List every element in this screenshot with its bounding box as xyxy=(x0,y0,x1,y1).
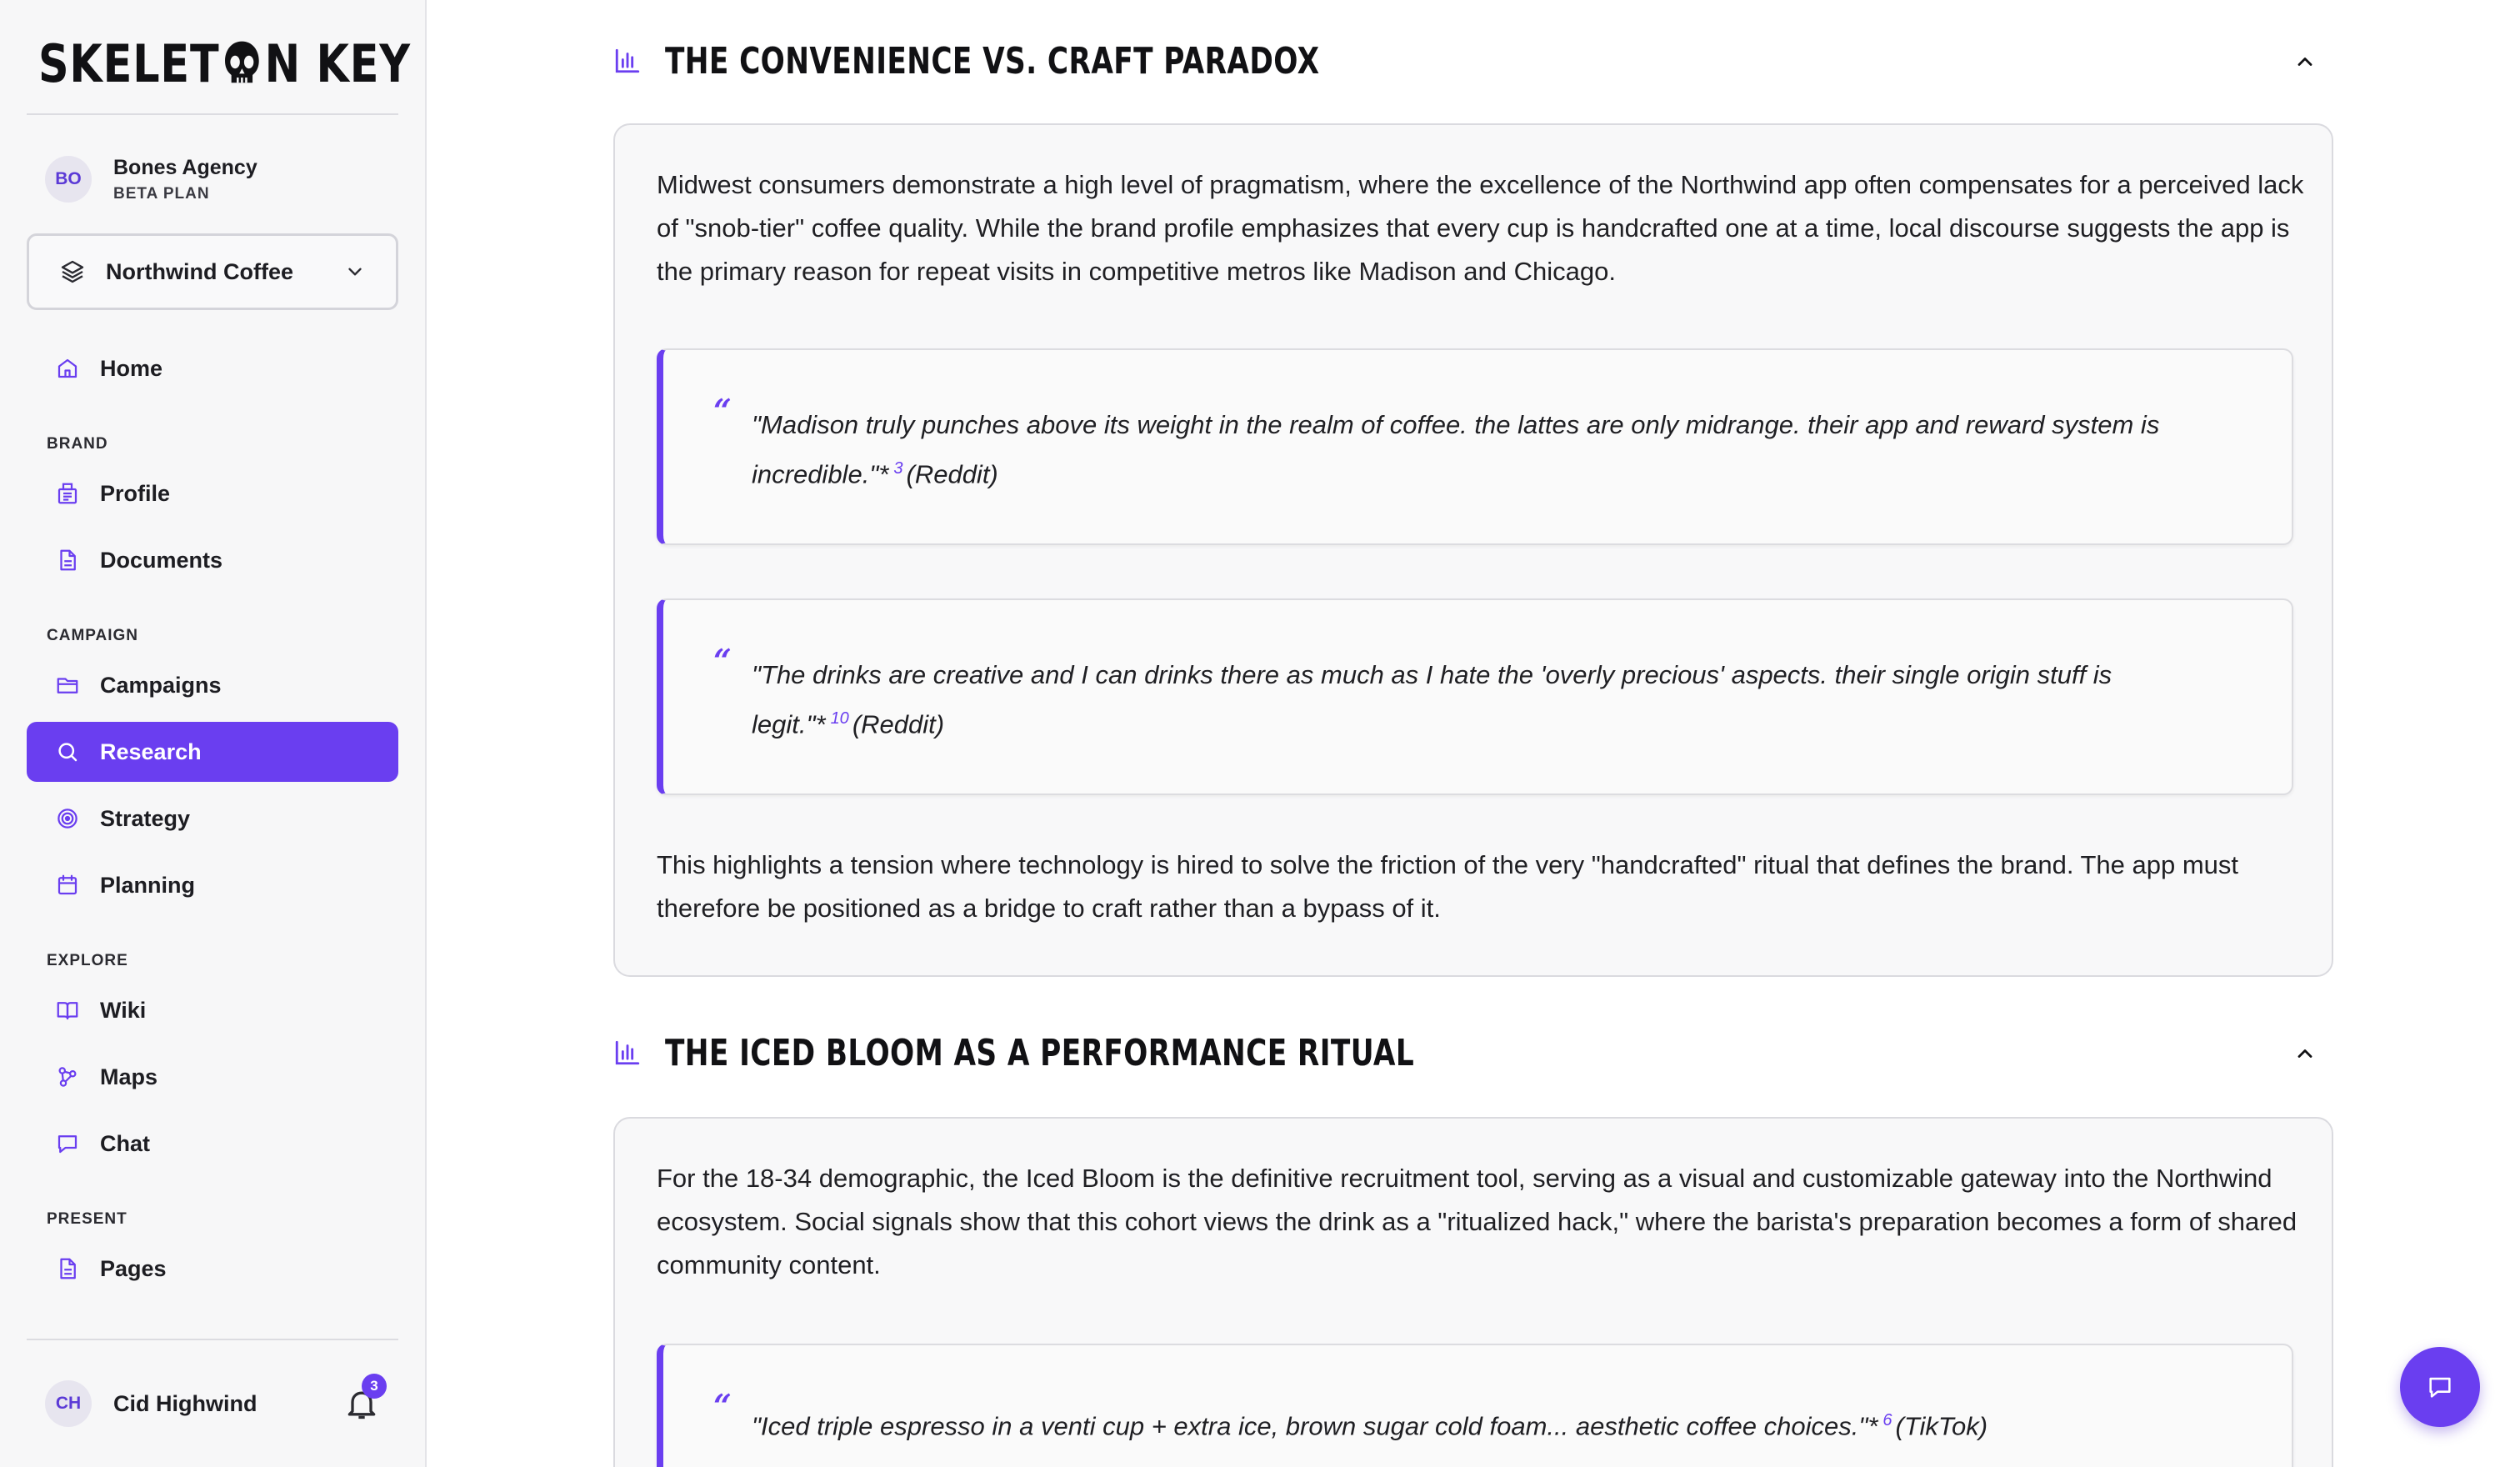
target-icon xyxy=(55,806,80,831)
nav-item-campaigns[interactable] xyxy=(27,655,398,715)
citation-link[interactable]: 10 xyxy=(830,709,849,728)
quote-block xyxy=(657,1344,2293,1467)
nav-label: Chat xyxy=(100,1130,150,1156)
brand-selector[interactable] xyxy=(27,233,398,310)
nav-item-documents[interactable] xyxy=(27,530,398,590)
nav-label: Pages xyxy=(100,1255,167,1281)
nav-item-home[interactable] xyxy=(27,338,398,398)
nav-item-wiki[interactable] xyxy=(27,980,398,1040)
page-icon xyxy=(55,1256,80,1281)
nav-label: Strategy xyxy=(100,805,191,831)
home-icon xyxy=(55,356,80,381)
skull-icon xyxy=(221,38,263,89)
chevron-up-icon[interactable] xyxy=(2293,1042,2317,1065)
user-avatar: CH xyxy=(45,1380,92,1427)
nav-item-profile[interactable] xyxy=(27,463,398,523)
account-switcher[interactable] xyxy=(45,152,258,207)
nav-label: Planning xyxy=(100,872,195,898)
chat-icon xyxy=(2426,1373,2454,1401)
quote-text: "Madison truly punches above its weight in the realm of coffee. the lattes are only midrange. their app and reward system is incredible."* $^3$ (Reddit) xyxy=(752,410,2160,489)
nav-label: Wiki xyxy=(100,997,147,1023)
nav-label: Documents xyxy=(100,547,223,573)
quote-text: "The drinks are creative and I can drinks there as much as I hate the 'overly precious' aspects. their single origin stuff is legit."* $^{10}$ (Reddit) xyxy=(752,660,2112,739)
account-avatar: BO xyxy=(45,156,92,203)
nav-label: Maps xyxy=(100,1064,158,1089)
section-label-present: PRESENT xyxy=(47,1210,128,1228)
nav-label: Profile xyxy=(100,480,171,506)
network-icon xyxy=(55,1064,80,1089)
quote-mark-icon: “ xyxy=(713,392,732,429)
section-intro: For the 18-34 demographic, the Iced Bloom is the definitive recruitment tool, serving as a visual and customizable gateway into the Northwind ecosystem. Social signals show that this cohort views the drink as a "ritualized hack," where the barista's preparation becomes a form of shared community content. xyxy=(657,1164,2298,1279)
section-card xyxy=(613,123,2333,977)
notification-badge: 3 xyxy=(362,1374,387,1399)
nav-item-strategy[interactable] xyxy=(27,789,398,849)
chevron-down-icon xyxy=(344,261,366,283)
app-logo[interactable]: SKELET N KEY xyxy=(38,33,411,94)
chat-icon xyxy=(55,1131,80,1156)
quote-block xyxy=(657,348,2293,545)
citation-link[interactable]: 6 xyxy=(1882,1411,1892,1429)
quote-mark-icon: “ xyxy=(713,642,732,679)
brand-selector-value: Northwind Coffee xyxy=(106,258,293,284)
section-outro: This highlights a tension where technology is hired to solve the friction of the very "handcrafted" ritual that defines the brand. The app must therefore be positioned as a bridge to craft rather than a bypass of it. xyxy=(657,850,2239,923)
section-label-brand: BRAND xyxy=(47,435,108,453)
bar-chart-icon xyxy=(613,1039,642,1067)
nav-item-maps[interactable] xyxy=(27,1047,398,1107)
quote-text: "Iced triple espresso in a venti cup + extra ice, brown sugar cold foam... aesthetic coffee choices."* $^6$ (TikTok) xyxy=(752,1411,1988,1441)
folder-icon xyxy=(55,673,80,698)
chevron-up-icon[interactable] xyxy=(2293,50,2317,73)
document-icon xyxy=(55,548,80,573)
section-header[interactable] xyxy=(613,1024,2333,1082)
bar-chart-icon xyxy=(613,47,642,75)
nav-item-pages[interactable] xyxy=(27,1239,398,1299)
calendar-icon xyxy=(55,873,80,898)
section-title: THE CONVENIENCE VS. CRAFT PARADOX xyxy=(665,39,1320,83)
quote-block xyxy=(657,598,2293,795)
divider xyxy=(27,1339,398,1340)
profile-icon xyxy=(55,481,80,506)
section-label-explore: EXPLORE xyxy=(47,952,128,969)
sidebar xyxy=(0,0,427,1467)
citation-link[interactable]: 3 xyxy=(893,459,903,478)
layers-icon xyxy=(59,258,86,285)
nav-item-planning[interactable] xyxy=(27,855,398,915)
user-menu[interactable] xyxy=(45,1379,257,1429)
search-icon xyxy=(55,739,80,764)
book-icon xyxy=(55,998,80,1023)
section-header[interactable] xyxy=(613,32,2333,90)
section-intro: Midwest consumers demonstrate a high level of pragmatism, where the excellence of the Northwind app often compensates for a perceived lack of "snob-tier" coffee quality. While the brand profile emphasizes that every cup is handcrafted one at a time, local discourse suggests the app is the primary reason for repeat visits in competitive metros like Madison and Chicago. xyxy=(657,170,2304,286)
section-card xyxy=(613,1117,2333,1467)
nav-label: Research xyxy=(100,739,202,764)
nav-label: Campaigns xyxy=(100,672,222,698)
divider xyxy=(27,113,398,115)
user-name: Cid Highwind xyxy=(113,1390,258,1416)
account-name: Bones Agency xyxy=(113,155,258,179)
section-label-campaign: CAMPAIGN xyxy=(47,627,139,644)
account-plan: BETA PLAN xyxy=(113,184,210,203)
nav-item-chat[interactable] xyxy=(27,1114,398,1174)
nav-label: Home xyxy=(100,355,163,381)
section-title: THE ICED BLOOM AS A PERFORMANCE RITUAL xyxy=(665,1031,1415,1074)
quote-mark-icon: “ xyxy=(713,1387,732,1424)
chat-fab-button[interactable] xyxy=(2400,1347,2480,1427)
nav-item-research[interactable] xyxy=(27,722,398,782)
